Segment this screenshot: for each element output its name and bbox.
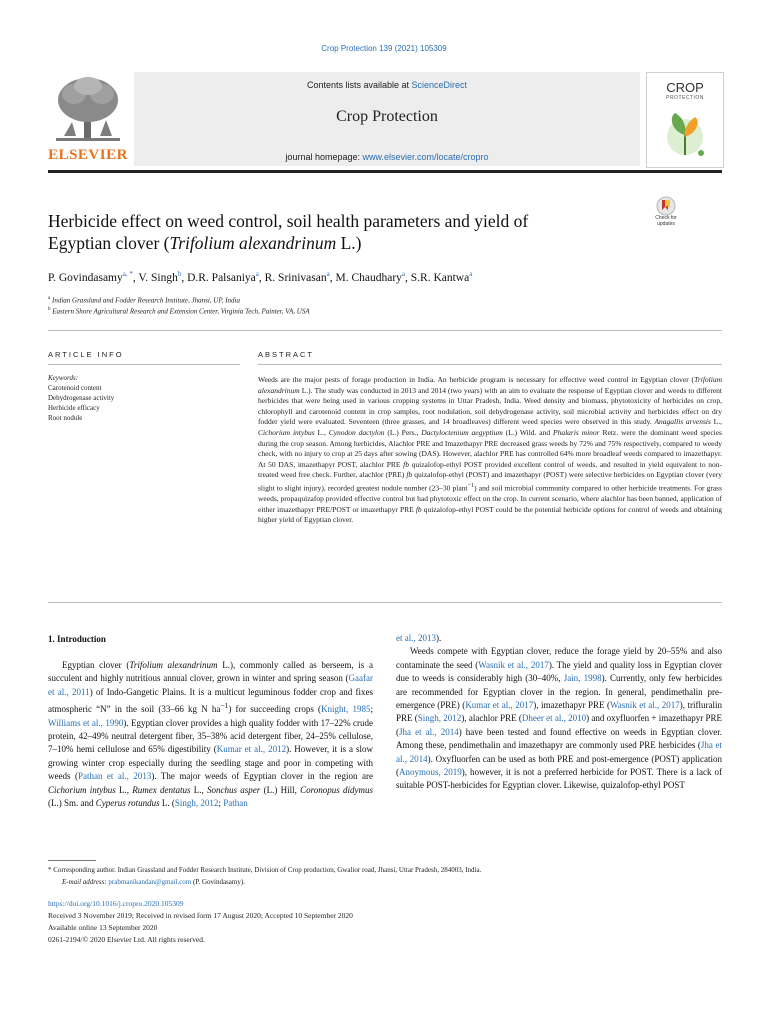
affiliation-text: Indian Grassland and Fodder Research Institute, Jhansi, UP, India: [51, 296, 240, 305]
footnote-rule: [48, 860, 96, 861]
check-for-updates-badge[interactable]: [646, 196, 686, 230]
author-name[interactable]: D.R. Palsaniya: [187, 271, 256, 284]
homepage-prefix: journal homepage:: [285, 152, 363, 162]
author-affil-sup[interactable]: a: [401, 270, 406, 278]
check-updates-label: [646, 216, 686, 227]
citation-link[interactable]: Singh, 2012: [174, 798, 219, 809]
cover-subtitle: PROTECTION: [666, 95, 704, 101]
author-name[interactable]: M. Chaudhary: [335, 271, 402, 284]
abstract-rule: [258, 364, 722, 365]
author-affil-sup[interactable]: a, *: [122, 270, 133, 278]
keyword[interactable]: Carotenoid content: [48, 384, 102, 392]
title-species: Trifolium alexandrinum: [169, 233, 337, 253]
title-line-2-prefix: Egyptian clover (: [48, 233, 170, 253]
contents-line: [134, 80, 640, 90]
keyword[interactable]: Dehydrogenase activity: [48, 394, 115, 402]
author-affil-sup[interactable]: a: [326, 270, 330, 278]
citation-link[interactable]: Dheer et al., 2010: [521, 713, 587, 724]
article-title: [48, 210, 608, 254]
citation-link[interactable]: Kumar et al., 2012: [216, 744, 287, 755]
citation-link[interactable]: Pathan: [223, 798, 248, 809]
citation-link[interactable]: Singh, 2012: [417, 713, 462, 724]
citation-link[interactable]: Wasnik et al., 2017: [478, 659, 549, 670]
intro-paragraph-2: Weeds compete with Egyptian clover, reduce the forage yield by 20–55% and also contaminate the seed (Wasnik et al., 2017). The yield and quality loss in Egyptian clover due to weeds is considerably high (30–40%, Jain, 1998). Currently, only few herbicides are recommended for Egyptian clover in the region. In general, pendimethalin pre-emergence (PRE) (Kumar et al., 2017), imazethapyr PRE (Wasnik et al., 2017), trifluralin PRE (Singh, 2012), alachlor PRE (Dheer et al., 2010) and oxyfluorfen + imazethapyr PRE (Jha et al., 2014) have been tested and found effective on weeds in Egyptian clover. Among these, pendimethalin and imazethapyr are commonly used PRE herbicides (Jha et al., 2014). Oxyfluorfen can be used as both PRE and post-emergence (POST) application (Anoymous, 2019), however, it is not a preferred herbicide for POST. There is a lack of suitable POST-herbicides for Egyptian clover. Likewise, quizalofop-ethyl POST: [396, 646, 723, 791]
keywords-list: [48, 383, 114, 423]
keyword[interactable]: Root nodule: [48, 414, 83, 422]
author-list: P. Govindasamy$^{a, *}$, V. Singh$^b$, D.R. Palsaniya$^a$, R. Srinivasan$^a$, M. Chaudhary$^a$, S.R. Kantwa$^a$: [48, 270, 473, 284]
received-dates: Received 3 November 2019; Received in revised form 17 August 2020; Accepted 10 September 2020: [48, 911, 353, 920]
citation-link[interactable]: et al., 2013: [396, 633, 436, 643]
sciencedirect-link[interactable]: ScienceDirect: [411, 80, 468, 90]
journal-cover[interactable]: [646, 72, 724, 168]
citation-link[interactable]: Gaafar et al., 2011: [48, 673, 373, 697]
citation-link[interactable]: Williams et al., 1990: [48, 717, 124, 728]
citation-link[interactable]: Jha et al., 2014: [396, 740, 722, 764]
citation-link[interactable]: Anoymous, 2019: [399, 767, 462, 778]
intro-paragraph-1: Egyptian clover (Trifolium alexandrinum L.), commonly called as berseem, is a succulent and highly nutritious annual clover, grown in winter and spring season (Gaafar et al., 2011) of Indo-Gangetic Plains. It is a multicut leguminous fodder crop and fixes atmospheric “N” in the soil (33–66 kg N $ha^{-1}$) for succeeding crops (Knight, 1985; Williams et al., 1990). Egyptian clover provides a high quality fodder with 17–22% crude protein, 42–49% neutral detergent fiber, 35–38% acid detergent fiber, 24–25% cellulose, 7–10% hemi cellulose and 65% digestibility (Kumar et al., 2012). However, it is a slow growing winter crop especially during the seedling stage and poor in competing with weeds (Pathan et al., 2013). The major weeds of Egyptian clover in the region are Cichorium intybus L., Rumex dentatus L., Sonchus asper (L.) Hill, Coronopus didymus (L.) Sm. and Cyperus rotundus L. (Singh, 2012; Pathan: [48, 660, 374, 809]
keywords-label: Keywords:: [48, 374, 79, 382]
author-name[interactable]: S.R. Kantwa: [410, 271, 470, 284]
email-link[interactable]: prabmanikandan@gmail.com: [108, 878, 192, 886]
article-info-heading: ARTICLE INFO: [48, 350, 124, 359]
affiliation-text: Eastern Shore Agricultural Research and Extension Center, Virginia Tech, Painter, VA, USA: [52, 307, 310, 316]
available-online: Available online 13 September 2020: [48, 923, 158, 932]
citation-link[interactable]: Kumar et al., 2017: [465, 700, 534, 711]
author-name[interactable]: V. Singh: [138, 271, 178, 284]
affiliation-rule: [48, 330, 722, 331]
check-label-line2: updates: [657, 220, 675, 227]
doi-line: [48, 898, 183, 909]
title-line-1: Herbicide effect on weed control, soil health parameters and yield of: [48, 211, 529, 231]
journal-title: Crop Protection: [336, 108, 438, 125]
email-label: E-mail address:: [62, 878, 109, 886]
doi-link[interactable]: https://doi.org/10.1016/j.cropro.2020.105309: [48, 899, 184, 908]
journal-homepage-line: [134, 152, 640, 162]
author-affil-sup[interactable]: a: [255, 270, 259, 278]
citation-link[interactable]: Pathan et al., 2013: [77, 771, 152, 782]
title-line-2-suffix: L.): [336, 233, 362, 253]
citation-link[interactable]: Knight, 1985: [321, 704, 371, 715]
intro-left-column: [48, 659, 373, 810]
article-info-rule: [48, 364, 240, 365]
author-affil-sup[interactable]: a: [469, 270, 473, 278]
abstract-body: Weeds are the major pests of forage production in India. An herbicide program is necessary for effective weed control in Egyptian clover (Trifolium alexandrinum L.). The study was conducted in 2013 and 2014 (two years) with an aim to evaluate the response of Egyptian clover and weeds to different herbicides that were being used in various cropping systems in Uttar Pradesh, India. Weed density and biomass, phytotoxicity of herbicides on crop, chlorophyll and carotenoid content in crop samples, root nodulation, soil dehydrogenase activity, soil microbial activity and herbicides effect on dry fodder yield were evaluated. Seventeen (three grasses, and 14 broadleaves) different weed species were observed in this study. Anagallis arvensis L., Cichorium intybus L., Cynodon dactylon (L.) Pers., Dactyloctenium aegyptium (L.) Wild. and Phalaris minor Retz. were the dominant weed species during the crop season. Among herbicides, Alachlor PRE and Imazethapyr PRE decreased grass weeds by 72% and 75% respectively, compared to weedy check, with no injury to crop at 25 days after sowing (DAS). However, alachlor PRE has controlled 64% more broadleaf weeds compared to imazethapyr. At 50 DAS, imazethapyr POST, alachlor PRE fb quizalofop-ethyl POST provided excellent control of weeds, and resulted in yield equivalent to non-treated weed free check. Further, alachlor (PRE) fb quizalofop-ethyl (POST) and imazethapyr (POST) were selective herbicides on Egyptian clover (very slight to slight injury), recorded greatest nodule number (23–30 plant$^{-1}$) and soil microbial community compared to other herbicide treatments. For grass weeds, propaquizafop provided effective control but had phytotoxic effect on the crop. In current scenario, where alachlor has been banned, application of either imazethapyr PRE/POST or imazethapyr PRE fb quizalofop-ethyl POST could be the potential herbicide options for control of weeds and obtaining higher yield of Egyptian clover.: [258, 375, 723, 525]
email-line: [62, 878, 736, 886]
elsevier-tree-icon: [48, 72, 128, 148]
author-name[interactable]: P. Govindasamy: [48, 271, 123, 284]
copyright-line: 0261-2194/© 2020 Elsevier Ltd. All rights reserved.: [48, 935, 205, 944]
citation-link[interactable]: Jain, 1998: [563, 673, 602, 684]
author-name[interactable]: R. Srinivasan: [264, 271, 327, 284]
affiliation-sup: b: [48, 307, 51, 312]
email-suffix: (P. Govindasamy).: [191, 878, 245, 886]
header-rule: [48, 170, 722, 173]
citation-link[interactable]: Jha et al., 2014: [399, 726, 459, 737]
cover-leaf-icon: [661, 105, 709, 161]
affiliation-b: [48, 307, 310, 315]
homepage-link[interactable]: www.elsevier.com/locate/cropro: [362, 152, 489, 162]
intro-continuation: et al., 2013).: [396, 633, 442, 643]
intro-right-column: [396, 632, 722, 793]
introduction-heading: 1. Introduction: [48, 634, 106, 644]
keyword[interactable]: Herbicide efficacy: [48, 404, 100, 412]
corresponding-author-note: * Corresponding author. Indian Grassland and Fodder Research Institute, Division of Crop production, Gwalior road, Jhansi, Uttar Pradesh, 284003, India.: [48, 866, 482, 874]
affiliation-sup: a: [48, 296, 51, 301]
author-affil-sup[interactable]: b: [177, 270, 182, 278]
check-label-line1: Check for: [655, 215, 677, 221]
citation-link[interactable]: Wasnik et al., 2017: [610, 700, 680, 711]
elsevier-logo: [48, 72, 128, 164]
journal-reference[interactable]: Crop Protection 139 (2021) 105309: [321, 44, 447, 53]
contents-prefix: Contents lists available at: [306, 80, 412, 90]
abstract-bottom-rule: [48, 602, 722, 603]
publisher-name: ELSEVIER: [48, 147, 128, 163]
affiliation-a: [48, 296, 240, 304]
cover-title: CROP: [666, 80, 704, 95]
check-updates-icon: [656, 196, 676, 216]
abstract-heading: ABSTRACT: [258, 350, 315, 359]
